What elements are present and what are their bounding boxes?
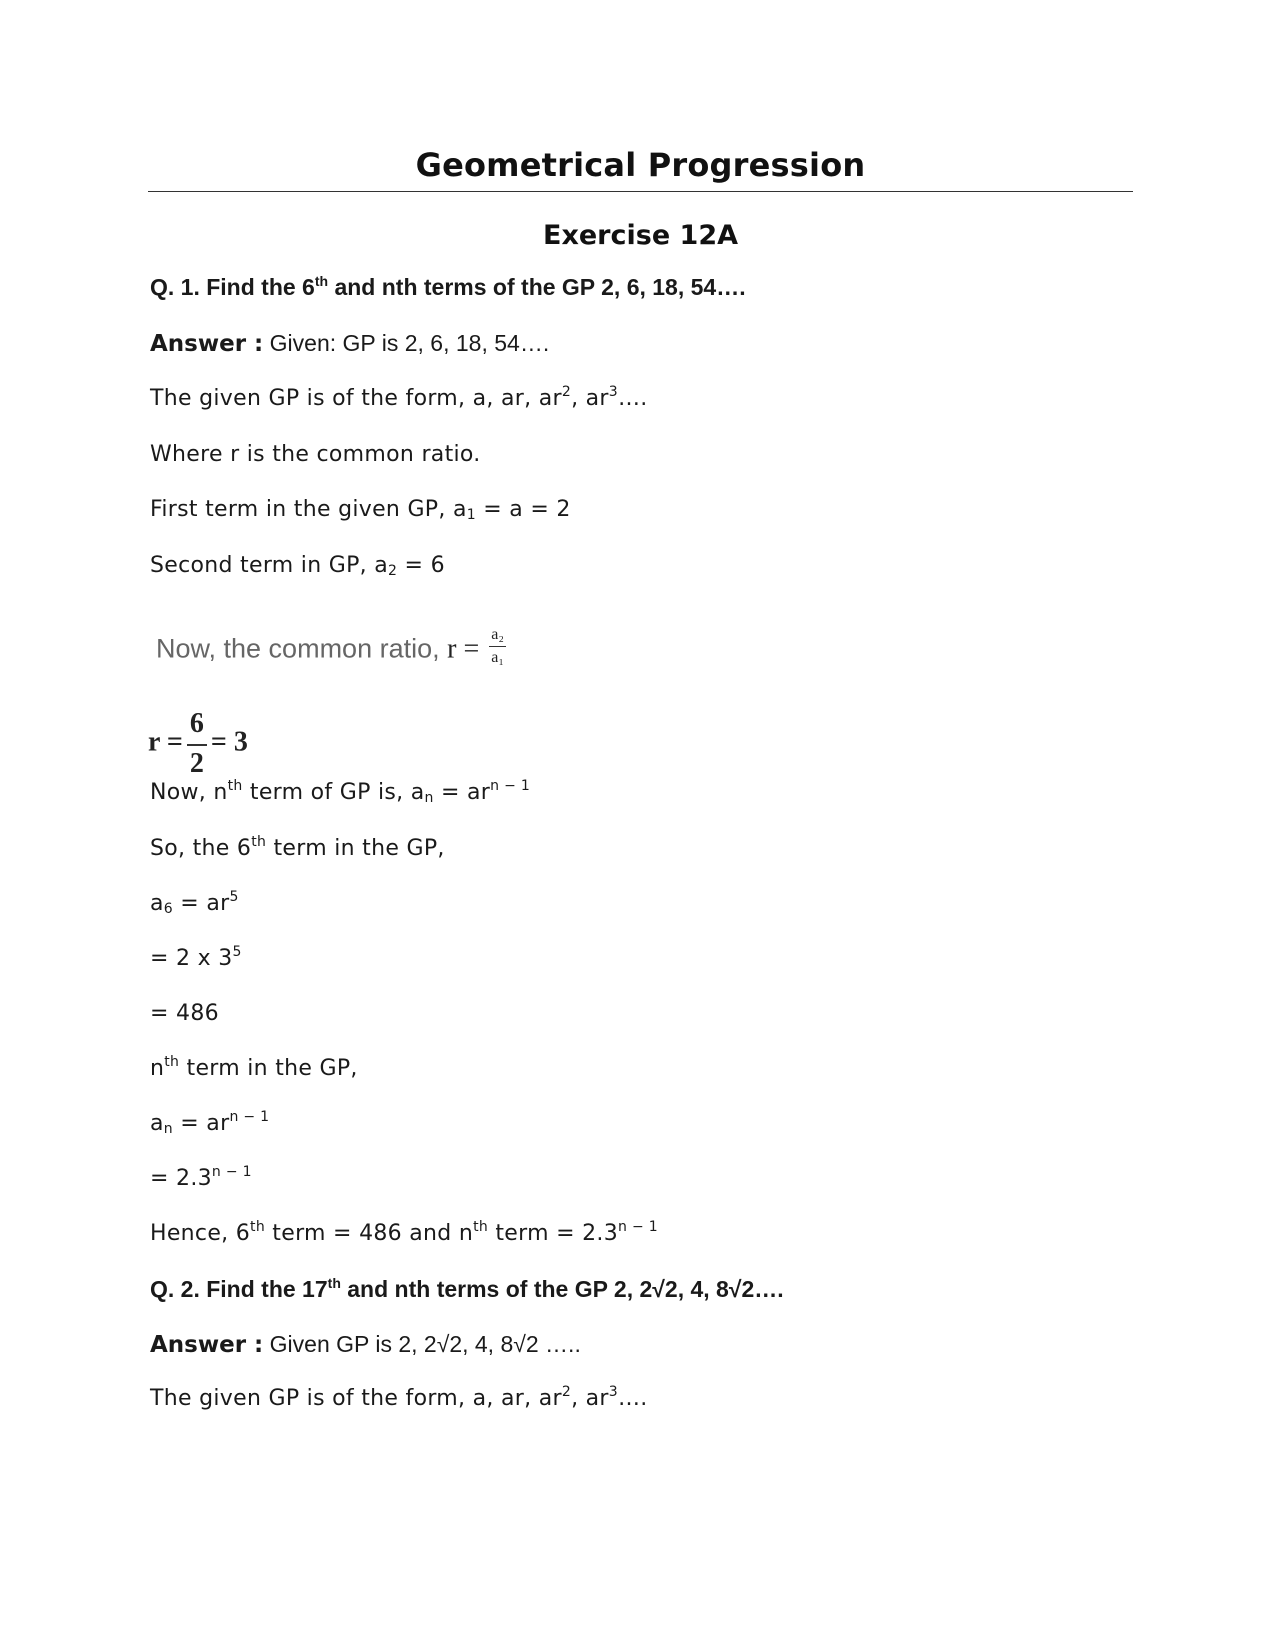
ratio-calc-rhs: = 3 — [210, 726, 248, 758]
an-eq: = ar — [172, 1111, 230, 1136]
title-divider — [148, 191, 1133, 192]
ratio-numerator: a₂ — [489, 626, 506, 647]
question-2 — [150, 1276, 784, 1304]
a6-eq: = ar — [173, 891, 230, 916]
answer-2-text: Given GP is 2, 2√2, 4, 8√2 ….. — [263, 1331, 581, 1357]
second-term-text: Second term in GP, a — [150, 553, 389, 578]
sixth-intro-sup: th — [251, 834, 267, 850]
first-term-end: = a = 2 — [475, 497, 571, 522]
ratio-variable: r = — [447, 633, 480, 665]
nth-formula-pre: Now, n — [150, 780, 228, 805]
first-term-text: First term in the given GP, a — [150, 497, 467, 522]
gp-form-sup-1: 2 — [561, 384, 572, 400]
answer-1 — [150, 330, 549, 359]
hence-sup-1: th — [250, 1219, 266, 1235]
nth-formula-sup: th — [227, 778, 243, 794]
second-term-end: = 6 — [397, 553, 445, 578]
sixth-intro-end: term in the GP, — [266, 836, 445, 861]
calc1-sup: 5 — [232, 944, 242, 960]
gp-form-2-end: …. — [618, 1386, 648, 1411]
nth-intro-sup: th — [164, 1054, 180, 1070]
a6-line — [150, 891, 239, 917]
nth-formula-exponent: n − 1 — [490, 778, 531, 794]
calc1-pre: = 2 x 3 — [150, 946, 233, 971]
hence-mid: term = 486 and n — [265, 1221, 474, 1246]
an-calc-sup: n − 1 — [211, 1164, 252, 1180]
a6-pre: a — [150, 891, 164, 916]
ratio-calc-numerator: 6 — [189, 708, 204, 739]
nth-formula-mid: term of GP is, a — [242, 780, 425, 805]
question-1-sup: th — [314, 273, 329, 289]
hence-sup-2: th — [473, 1219, 489, 1235]
ratio-calc-denominator: 2 — [189, 748, 204, 779]
answer-1-label: Answer : — [150, 331, 264, 357]
ratio-calculation-image — [148, 708, 248, 780]
page-title: Geometrical Progression — [415, 146, 866, 184]
gp-form-2-mid: , ar — [571, 1386, 609, 1411]
nth-formula-eq: = ar — [433, 780, 491, 805]
hence-pre: Hence, 6 — [150, 1221, 251, 1246]
gp-form-2-sup-2: 3 — [608, 1384, 618, 1400]
nth-intro-end: term in the GP, — [179, 1056, 358, 1081]
gp-form-sup-2: 3 — [608, 384, 618, 400]
nth-formula-sub: n — [424, 790, 434, 806]
an-sup: n − 1 — [229, 1109, 270, 1125]
gp-form-end: …. — [618, 386, 648, 411]
gp-form-text: The given GP is of the form, a, ar, ar — [150, 386, 562, 411]
an-calc-line — [150, 1166, 252, 1192]
answer-2-label: Answer : — [150, 1332, 264, 1358]
common-ratio-formula-image — [156, 626, 506, 671]
hence-sup-3: n − 1 — [618, 1219, 658, 1235]
ratio-calc-fraction — [187, 708, 207, 780]
first-term-sub: 1 — [466, 507, 476, 523]
exercise-heading: Exercise 12A — [543, 220, 738, 251]
gp-form-2-text: The given GP is of the form, a, ar, ar — [150, 1386, 562, 1411]
calc-line-2: = 486 — [150, 1001, 219, 1026]
gp-form-mid: , ar — [571, 386, 609, 411]
question-1 — [150, 274, 746, 302]
answer-2 — [150, 1331, 581, 1360]
nth-term-intro-line — [150, 1056, 358, 1082]
ratio-denominator: a₁ — [491, 649, 504, 666]
sixth-term-intro-line — [150, 836, 445, 862]
ratio-calc-lhs: r = — [148, 726, 183, 758]
ratio-text: Now, the common ratio, — [156, 633, 448, 664]
an-pre: a — [150, 1111, 164, 1136]
gp-form-2-sup-1: 2 — [561, 1384, 572, 1400]
first-term-line — [150, 497, 571, 523]
common-ratio-note: Where r is the common ratio. — [150, 442, 481, 467]
a6-sup: 5 — [229, 889, 239, 905]
question-1-suffix: and nth terms of the GP 2, 6, 18, 54…. — [328, 274, 746, 300]
gp-form-line-2 — [150, 1386, 648, 1412]
second-term-sub: 2 — [388, 563, 398, 579]
second-term-line — [150, 553, 445, 579]
conclusion-line — [150, 1221, 658, 1247]
nth-intro-pre: n — [150, 1056, 165, 1081]
answer-1-text: Given: GP is 2, 6, 18, 54…. — [263, 330, 550, 356]
nth-term-formula-line — [150, 780, 530, 806]
question-1-prefix: Q. 1. Find the 6 — [150, 274, 315, 300]
question-2-sup: th — [327, 1275, 341, 1291]
an-line — [150, 1111, 269, 1137]
question-2-suffix: and nth terms of the GP 2, 2√2, 4, 8√2…. — [340, 1276, 784, 1302]
ratio-fraction — [489, 626, 506, 667]
question-2-prefix: Q. 2. Find the 17 — [150, 1276, 328, 1302]
a6-sub: 6 — [163, 901, 174, 917]
gp-form-line-1 — [150, 386, 648, 412]
an-sub: n — [163, 1121, 173, 1137]
calc-line-1 — [150, 946, 242, 972]
hence-mid-2: term = 2.3 — [488, 1221, 619, 1246]
an-calc-pre: = 2.3 — [150, 1166, 212, 1191]
sixth-intro-pre: So, the 6 — [150, 836, 252, 861]
